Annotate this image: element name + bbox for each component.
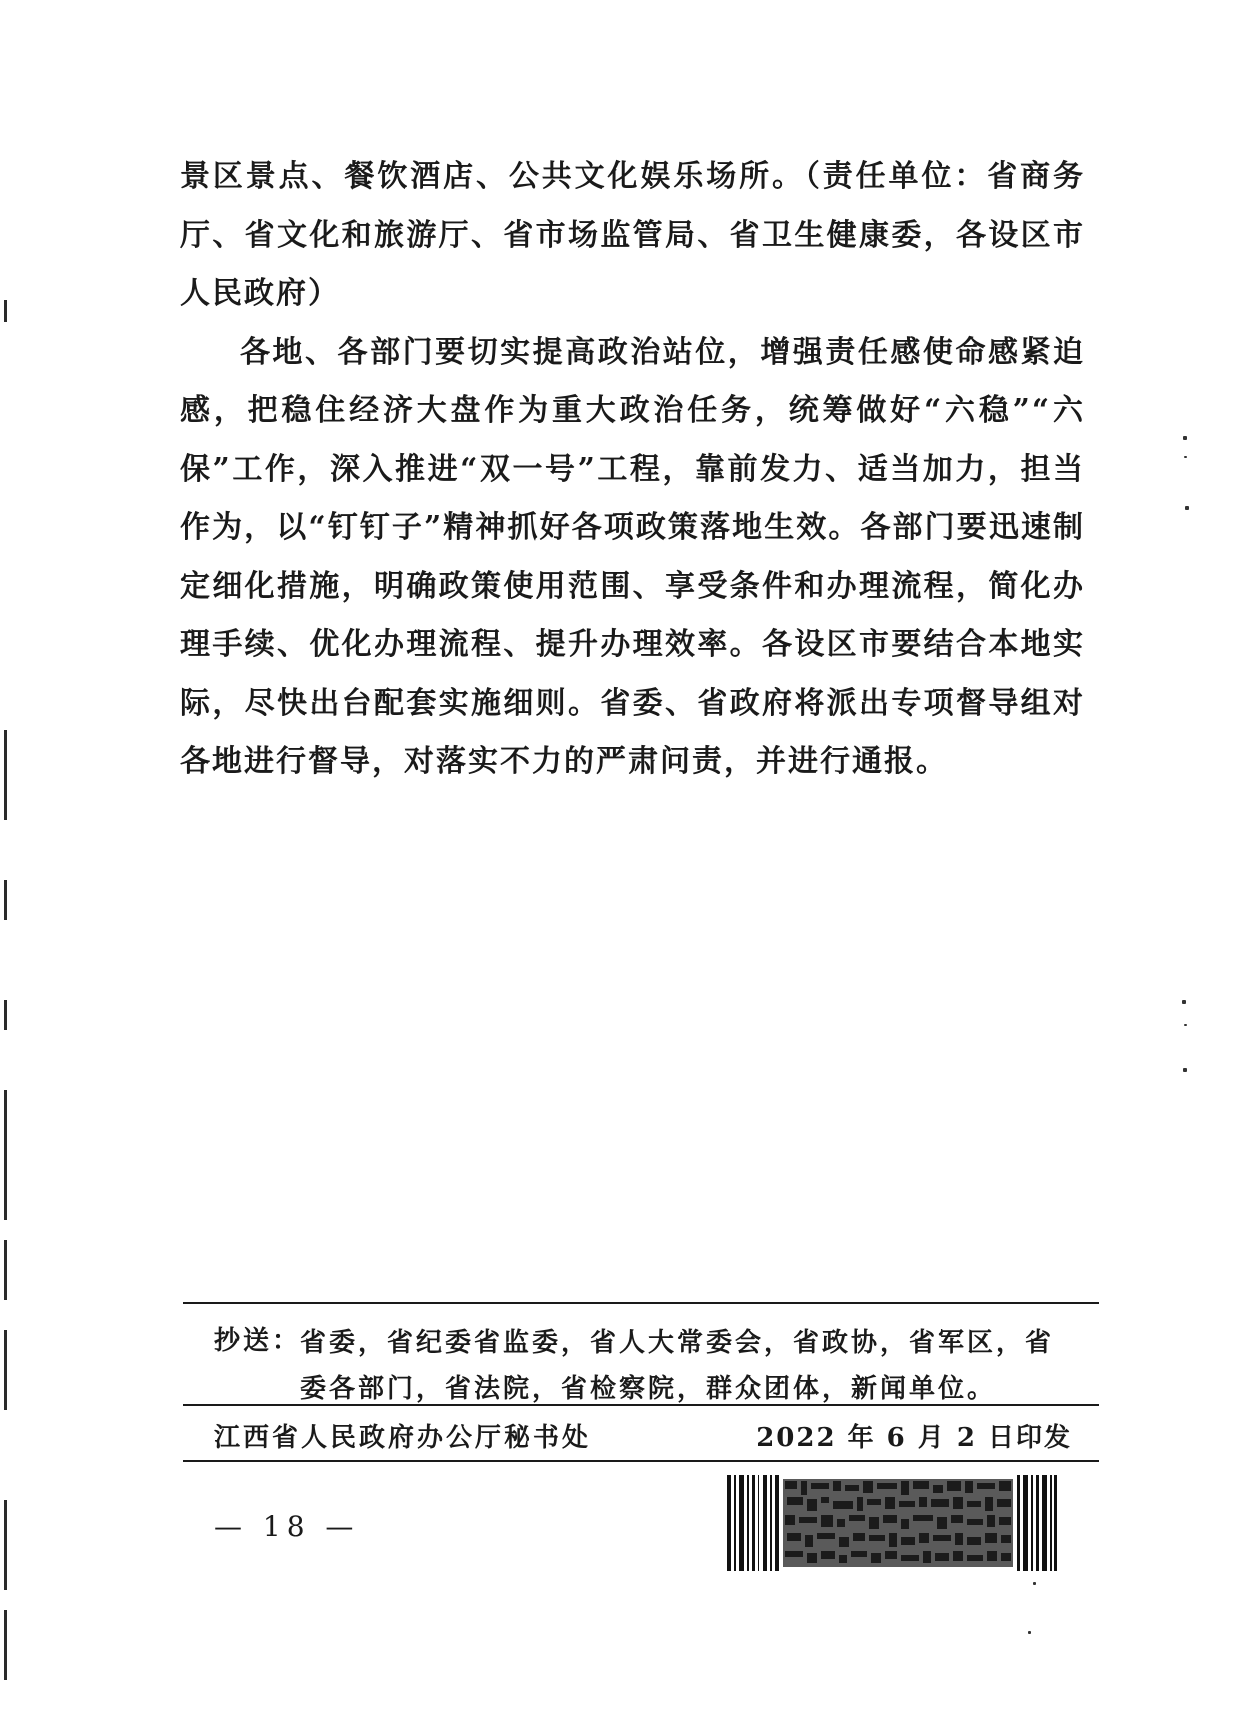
paragraph-requirements: 各地、各部门要切实提高政治站位，增强责任感使命感紧迫感，把稳住经济大盘作为重大政治任务，统筹做好“六稳”“六保”工作，深入推进“双一号”工程，靠前发力、适当加力，担当作为，以“钉钉子”精神抓好各项政策落地生效。各部门要迅速制定细化措施，明确政策使用范围、享受条件和办理流程，简化办理手续、优化办理流程、提升办理效率。各设区市要结合本地实际，尽快出台配套实施细则。省委、省政府将派出专项督导组对各地进行督导，对落实不力的严肃问责，并进行通报。 [180, 334, 1085, 779]
cc-label: 抄送： [214, 1326, 302, 1356]
divider-bottom [183, 1460, 1099, 1462]
cc-recipients: 省委，省纪委省监委，省人大常委会，省政协，省军区，省委各部门，省法院，省检察院，群众团体，新闻单位。 [300, 1328, 1055, 1404]
document-body [180, 148, 1085, 792]
issuer: 江西省人民政府办公厅秘书处 [214, 1423, 592, 1453]
barcode-image [727, 1475, 1057, 1571]
page-number: — 18 — [214, 1510, 360, 1543]
issue-date: 2022 年 6 月 2 日印发 [756, 1423, 1072, 1453]
divider-top [183, 1302, 1099, 1304]
divider-middle [183, 1404, 1099, 1406]
scan-edge-marks [2, 0, 10, 1712]
paragraph-responsibility: 景区景点、餐饮酒店、公共文化娱乐场所。（责任单位：省商务厅、省文化和旅游厅、省市场监管局、省卫生健康委，各设区市人民政府） [180, 159, 1085, 311]
